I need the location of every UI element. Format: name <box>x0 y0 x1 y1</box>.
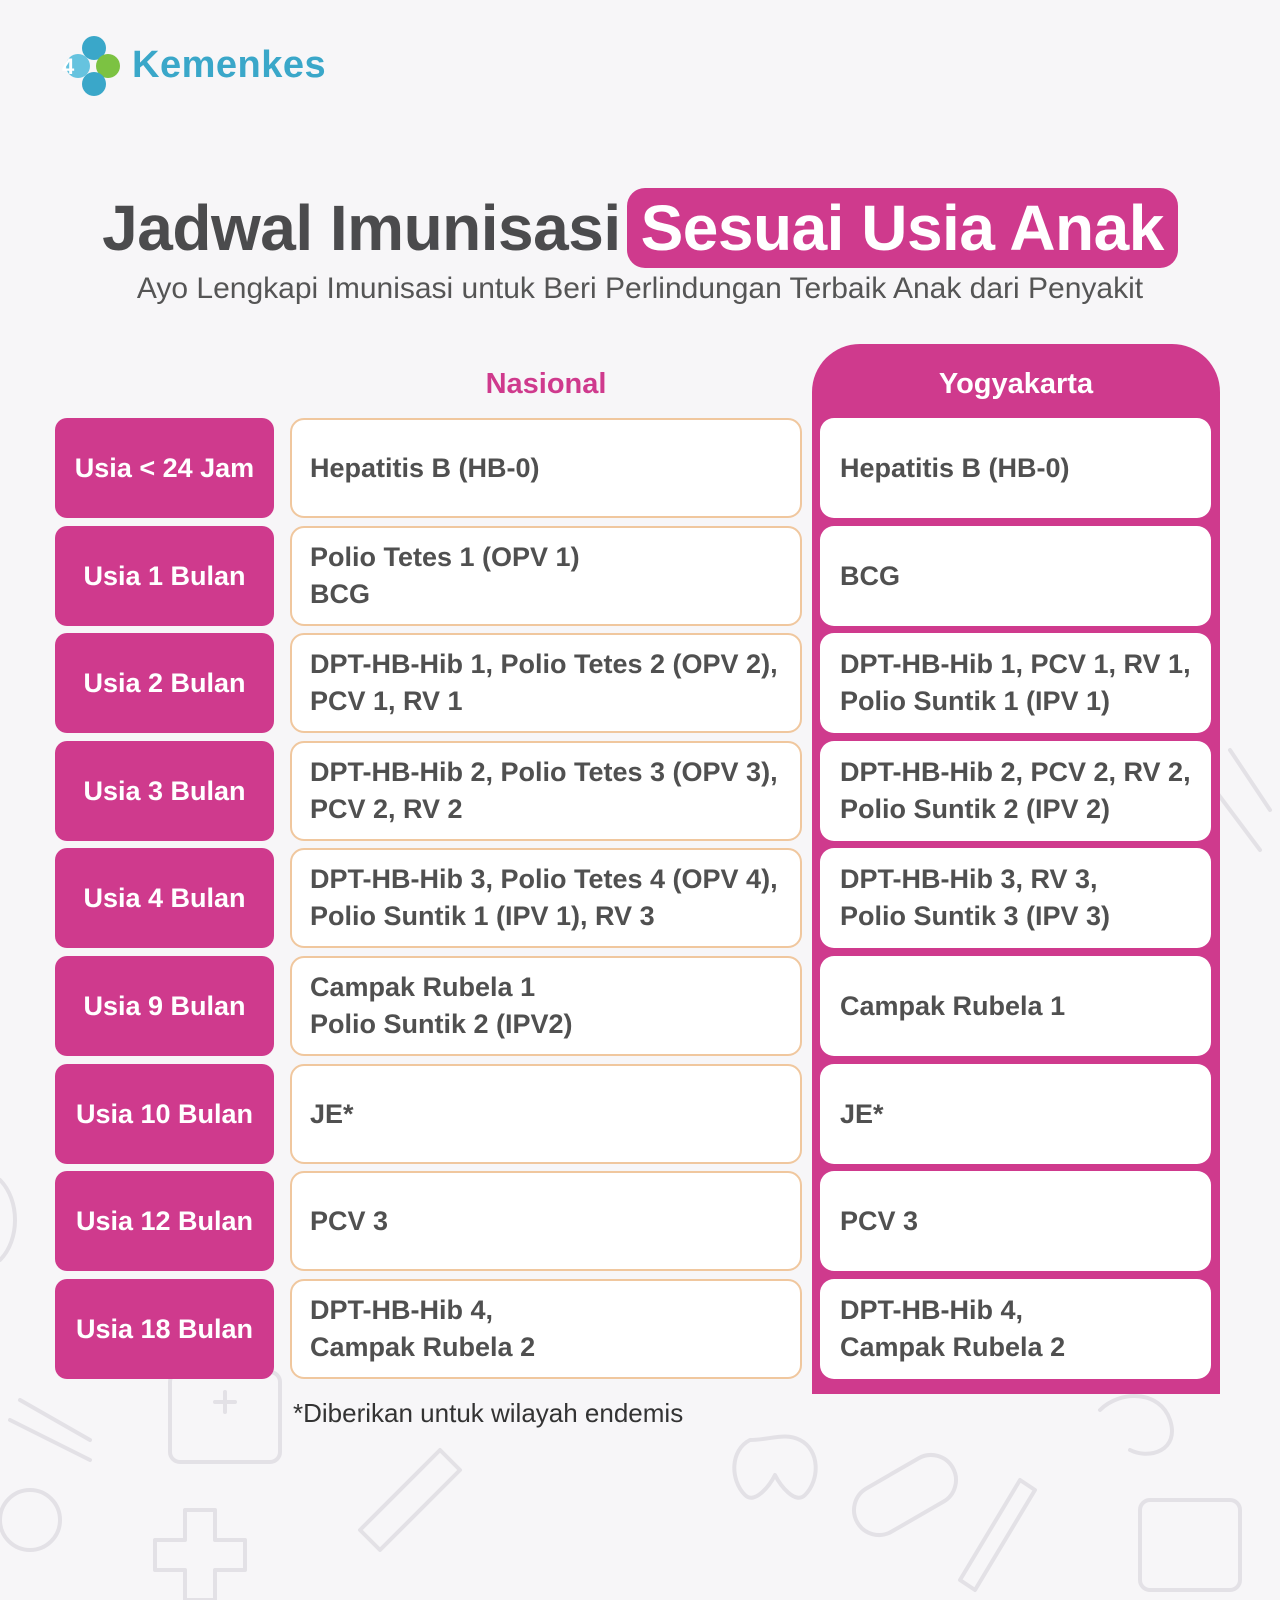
vaccine-line: DPT-HB-Hib 3, Polio Tetes 4 (OPV 4), <box>310 864 778 894</box>
vaccine-line: JE* <box>840 1098 884 1129</box>
vaccine-cell-nasional <box>290 848 802 948</box>
subtitle: Ayo Lengkapi Imunisasi untuk Beri Perlindungan Terbaik Anak dari Penyakit <box>136 272 1144 305</box>
vaccine-cell-yogyakarta <box>820 1279 1211 1379</box>
age-label: Usia 18 Bulan <box>55 1279 274 1379</box>
vaccine-cell-yogyakarta <box>820 1171 1211 1271</box>
vaccine-cell-nasional <box>290 526 802 626</box>
vaccine-line: Campak Rubela 2 <box>840 1332 1066 1362</box>
brand-name: Kemenkes <box>132 43 327 86</box>
vaccine-cell-nasional <box>290 633 802 733</box>
table-row <box>0 633 1280 733</box>
vaccine-cell-yogyakarta <box>820 1064 1211 1164</box>
age-label: Usia 2 Bulan <box>55 633 274 733</box>
vaccine-line: Campak Rubela 2 <box>310 1332 536 1362</box>
tooth-right-doodle <box>1100 1396 1172 1454</box>
vaccine-cell-nasional <box>290 1064 802 1164</box>
column-header-yogyakarta: Yogyakarta <box>938 368 1094 400</box>
vaccine-line: PCV 3 <box>840 1205 919 1236</box>
age-label: Usia 9 Bulan <box>55 956 274 1056</box>
vaccine-cell-nasional <box>290 956 802 1056</box>
syringe-doodle <box>10 1400 90 1460</box>
bottle-doodle <box>360 1450 460 1550</box>
cross-doodle <box>155 1510 245 1600</box>
tooth-doodle <box>734 1436 815 1497</box>
vaccine-line: DPT-HB-Hib 3, RV 3, <box>840 864 1098 894</box>
table-row <box>0 741 1280 841</box>
vaccine-cell-yogyakarta <box>820 526 1211 626</box>
age-label: Usia 12 Bulan <box>55 1171 274 1271</box>
vaccine-line: DPT-HB-Hib 2, Polio Tetes 3 (OPV 3), <box>310 757 778 787</box>
kemenkes-logo-icon <box>58 32 124 98</box>
vaccine-line: Polio Suntik 2 (IPV2) <box>310 1009 573 1039</box>
vaccine-line: PCV 1, RV 1 <box>310 686 463 716</box>
vaccine-line: DPT-HB-Hib 1, PCV 1, RV 1, <box>840 649 1191 679</box>
thermometer-doodle <box>960 1480 1035 1590</box>
vaccine-line: JE* <box>310 1098 354 1129</box>
vaccine-line: Polio Suntik 1 (IPV 1) <box>840 686 1111 716</box>
age-label: Usia 1 Bulan <box>55 526 274 626</box>
vaccine-cell-yogyakarta <box>820 956 1211 1056</box>
table-row <box>0 1171 1280 1271</box>
bandage-doodle <box>845 1446 965 1544</box>
vaccine-line: Polio Suntik 3 (IPV 3) <box>840 901 1111 931</box>
title-main: Jadwal Imunisasi <box>102 192 621 264</box>
table-row <box>0 526 1280 626</box>
table-row <box>0 848 1280 948</box>
vaccine-cell-nasional <box>290 418 802 518</box>
vaccine-line: Campak Rubela 1 <box>310 972 536 1002</box>
vaccine-line: DPT-HB-Hib 2, PCV 2, RV 2, <box>840 757 1191 787</box>
table-row <box>0 1064 1280 1164</box>
footnote: *Diberikan untuk wilayah endemis <box>293 1398 684 1428</box>
vaccine-line: DPT-HB-Hib 1, Polio Tetes 2 (OPV 2), <box>310 649 778 679</box>
first-aid-kit-doodle <box>170 1372 280 1462</box>
vaccine-line: BCG <box>840 560 900 591</box>
vaccine-cell-yogyakarta <box>820 741 1211 841</box>
vaccine-line: Polio Suntik 2 (IPV 2) <box>840 794 1111 824</box>
vaccine-cell-nasional <box>290 1279 802 1379</box>
age-label: Usia 10 Bulan <box>55 1064 274 1164</box>
vaccine-cell-yogyakarta <box>820 848 1211 948</box>
page-title <box>0 188 1280 268</box>
age-label: Usia < 24 Jam <box>55 418 274 518</box>
vaccine-line: PCV 2, RV 2 <box>310 794 463 824</box>
column-header-nasional: Nasional <box>485 368 607 400</box>
vaccine-line: Polio Tetes 1 (OPV 1) <box>310 542 580 572</box>
age-label: Usia 3 Bulan <box>55 741 274 841</box>
vaccine-line: Campak Rubela 1 <box>840 990 1066 1021</box>
vaccine-line: Hepatitis B (HB-0) <box>840 452 1070 483</box>
title-highlight: Sesuai Usia Anak <box>627 188 1178 268</box>
vaccine-line: BCG <box>310 579 370 609</box>
vaccine-line: Hepatitis B (HB-0) <box>310 452 540 483</box>
kemenkes-logo <box>58 32 326 98</box>
vaccine-cell-yogyakarta <box>820 418 1211 518</box>
vaccine-cell-yogyakarta <box>820 633 1211 733</box>
vaccine-cell-nasional <box>290 741 802 841</box>
medicine-jar-doodle <box>1140 1500 1240 1590</box>
vaccine-line: PCV 3 <box>310 1205 389 1236</box>
pill-doodle <box>0 1490 60 1550</box>
table-row <box>0 418 1280 518</box>
svg-text:4: 4 <box>62 54 75 79</box>
vaccine-cell-nasional <box>290 1171 802 1271</box>
table-row <box>0 956 1280 1056</box>
vaccine-line: DPT-HB-Hib 4, <box>840 1295 1024 1325</box>
table-row <box>0 1279 1280 1379</box>
age-label: Usia 4 Bulan <box>55 848 274 948</box>
vaccine-line: DPT-HB-Hib 4, <box>310 1295 494 1325</box>
vaccine-line: Polio Suntik 1 (IPV 1), RV 3 <box>310 901 655 931</box>
